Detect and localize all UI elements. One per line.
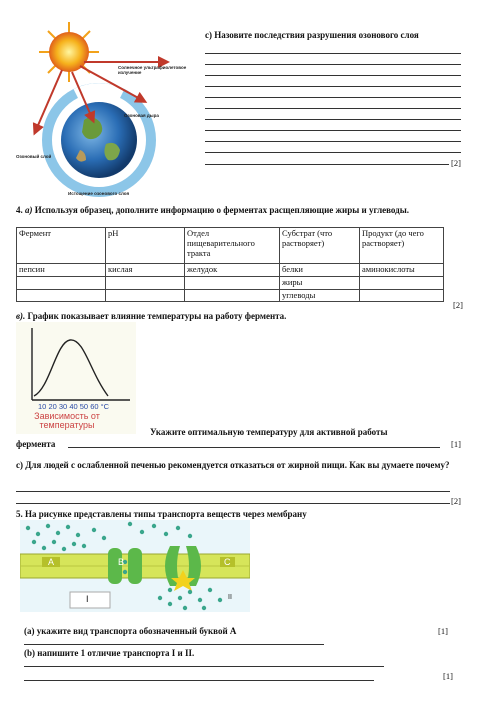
- table-cell-input[interactable]: [106, 289, 185, 302]
- label-ii: II: [228, 594, 232, 601]
- answer-line[interactable]: [205, 53, 461, 54]
- tick-label: 30: [58, 402, 68, 411]
- graph-activity-curve: [34, 340, 108, 396]
- table-cell-input[interactable]: [106, 276, 185, 289]
- label-a: A: [42, 557, 60, 567]
- label-ozone-hole: Озоновая дыра: [124, 113, 159, 118]
- answer-line[interactable]: [205, 75, 461, 76]
- table-cell: жиры: [280, 276, 360, 289]
- q5b-answer-line[interactable]: [24, 666, 384, 667]
- q3c-question: c) Назовите последствия разрушения озонового слоя: [205, 30, 419, 40]
- answer-line[interactable]: [205, 108, 461, 109]
- header-product: Продукт (до чего растворяет): [360, 228, 444, 264]
- q4b-answer-line[interactable]: [68, 447, 440, 448]
- answer-line[interactable]: [205, 152, 461, 153]
- q4c-mark: [2]: [451, 496, 461, 506]
- answer-line[interactable]: [205, 64, 461, 65]
- label-uv: Солнечное ультрафиолетовое излучение: [118, 65, 187, 75]
- answer-line[interactable]: [205, 141, 461, 142]
- header-ph: pH: [106, 228, 185, 264]
- label-b: B: [118, 557, 125, 567]
- table-cell: аминокислоты: [360, 264, 444, 277]
- q4b-prompt-continued: фермента: [16, 439, 56, 449]
- q4c-question: c) Для людей с ослабленной печенью рекомендуется отказаться от жирной пищи. Как вы думаете почему?: [16, 460, 450, 470]
- q4a-text: Используя образец, дополните информацию о ферментах расщепляющие жиры и углеводы.: [34, 205, 409, 215]
- table-header-row: [17, 228, 444, 264]
- label-i: I: [86, 594, 89, 604]
- answer-line[interactable]: [205, 119, 461, 120]
- q4b-question: [16, 311, 286, 321]
- q5a-question: (а) укажите вид транспорта обозначенный буквой А: [24, 626, 237, 636]
- label-c: C: [220, 557, 235, 567]
- table-cell-input[interactable]: [360, 276, 444, 289]
- sun: [39, 22, 99, 82]
- table-cell-input[interactable]: [17, 289, 106, 302]
- q4-number: 4.: [16, 205, 23, 215]
- q4c-answer-line[interactable]: [16, 491, 450, 492]
- q5a-answer-line[interactable]: [24, 644, 324, 645]
- arrow-i: [70, 592, 110, 608]
- q5b-mark: [1]: [443, 671, 453, 681]
- header-substrate: Субстрат (что растворяет): [280, 228, 360, 264]
- q4b-mark: [1]: [451, 439, 461, 449]
- tick-label: 20: [48, 402, 57, 411]
- table-cell-input[interactable]: [17, 276, 106, 289]
- q4a-mark: [2]: [453, 300, 463, 310]
- ozone-hole: [76, 89, 122, 94]
- table-cell: пепсин: [17, 264, 106, 277]
- q4a-prefix: а): [25, 205, 33, 215]
- q3c-mark: [2]: [451, 158, 461, 168]
- answer-line[interactable]: [205, 130, 461, 131]
- table-row: [17, 264, 444, 277]
- q4c-answer-line[interactable]: [16, 503, 450, 504]
- tick-label: 50: [79, 402, 89, 411]
- table-cell-input[interactable]: [185, 289, 280, 302]
- tick-label: 60: [90, 402, 99, 411]
- table-cell: углеводы: [280, 289, 360, 302]
- q4a-question: [16, 206, 436, 216]
- graph-caption: Зависимость от температуры: [34, 411, 100, 431]
- table-row: [17, 276, 444, 289]
- label-ozone-depletion: Истощение озонового слоя: [68, 191, 130, 196]
- q4b-prompt: Укажите оптимальную температуру для активной работы: [150, 427, 388, 437]
- answer-line[interactable]: [205, 86, 461, 87]
- enzyme-table: [16, 227, 444, 302]
- q4b-prefix: в).: [16, 311, 26, 321]
- table-row: [17, 289, 444, 302]
- q5b-question: (b) напишите 1 отличие транспорта I и II.: [24, 648, 195, 658]
- q5a-mark: [1]: [438, 626, 448, 636]
- table-cell: кислая: [106, 264, 185, 277]
- answer-line[interactable]: [205, 97, 461, 98]
- graph-tick-labels: [38, 402, 109, 411]
- ozone-layer-illustration: [14, 22, 192, 200]
- membrane-transport-illustration: [20, 520, 250, 612]
- table-cell-input[interactable]: [185, 276, 280, 289]
- tick-unit: °С: [100, 402, 110, 411]
- header-digestive-section: Отдел пищеварительного тракта: [185, 228, 280, 264]
- table-cell: белки: [280, 264, 360, 277]
- tick-label: 40: [69, 402, 78, 411]
- label-ozone-layer: Озоновый слой: [16, 154, 52, 159]
- header-enzyme: Фермент: [17, 228, 106, 264]
- q4b-text: График показывает влияние температуры на работу фермента.: [27, 311, 287, 321]
- q5b-answer-line[interactable]: [24, 680, 374, 681]
- answer-line[interactable]: [205, 164, 449, 165]
- tick-label: 10: [38, 402, 47, 411]
- table-cell-input[interactable]: [360, 289, 444, 302]
- q5-question: 5. На рисунке представлены типы транспорта веществ через мембрану: [16, 509, 307, 519]
- table-cell: желудок: [185, 264, 280, 277]
